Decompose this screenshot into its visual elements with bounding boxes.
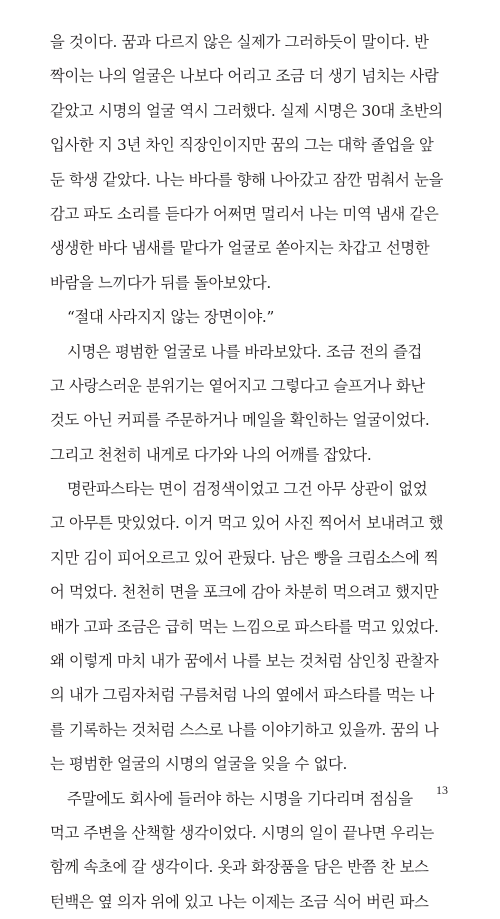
text-line: 를 기록하는 것처럼 스스로 나를 이야기하고 있을까. 꿈의 나 [50,720,439,739]
body-text [50,25,452,919]
text-line: 같았고 시명의 얼굴 역시 그러했다. 실제 시명은 30대 초반의 [50,101,443,120]
dialogue-line: “절대 사라지지 않는 장면이야.” [67,308,275,327]
text-line: 짝이는 나의 얼굴은 나보다 어리고 조금 더 생기 넘치는 사람 [50,67,439,86]
paragraph-start-line: 주말에도 회사에 들러야 하는 시명을 기다리며 점심을 [67,789,413,808]
text-line: 턴백은 옆 의자 위에 있고 나는 이제는 조금 식어 버린 파스 [50,892,429,911]
paragraph-start-line: 명란파스타는 면이 검정색이었고 그건 아무 상관이 없었 [67,480,428,499]
text-line: 감고 파도 소리를 듣다가 어쩌면 멀리서 나는 미역 냄새 같은 [50,204,439,223]
text-line: 의 내가 그림자처럼 구름처럼 나의 옆에서 파스타를 먹는 나 [50,686,434,705]
text-line: 먹고 주변을 산책할 생각이었다. 시명의 일이 끝나면 우리는 [50,823,434,842]
text-line: 을 것이다. 꿈과 다르지 않은 실제가 그러하듯이 말이다. 반 [50,33,429,51]
paragraph-start-line: 시명은 평범한 얼굴로 나를 바라보았다. 조금 전의 즐겁 [67,342,422,361]
text-line: 배가 고파 조금은 급히 먹는 느낌으로 파스타를 먹고 있었다. [50,617,439,636]
text-line: 둔 학생 같았다. 나는 바다를 향해 나아갔고 잠깐 멈춰서 눈을 [50,170,444,189]
text-line: 는 평범한 얼굴의 시명의 얼굴을 잊을 수 없다. [50,755,348,774]
text-line: 것도 아닌 커피를 주문하거나 메일을 확인하는 얼굴이었다. [50,411,430,430]
text-line: 그리고 천천히 내게로 다가와 나의 어깨를 잡았다. [50,445,372,464]
text-line: 왜 이렇게 마치 내가 꿈에서 나를 보는 것처럼 삼인칭 관찰자 [50,652,439,671]
text-line: 함께 속초에 갈 생각이다. 옷과 화장품을 담은 반쯤 찬 보스 [50,858,429,877]
text-line: 생생한 바다 냄새를 맡다가 얼굴로 쏟아지는 차갑고 선명한 [50,239,430,258]
text-line: 입사한 지 3년 차인 직장인이지만 꿈의 그는 대학 졸업을 앞 [50,136,434,155]
text-line: 고 사랑스러운 분위기는 옅어지고 그렇다고 슬프거나 화난 [50,376,425,395]
text-line: 어 먹었다. 천천히 면을 포크에 감아 차분히 먹으려고 했지만 [50,583,439,602]
text-line: 바람을 느끼다가 뒤를 돌아보았다. [50,273,271,292]
text-line: 지만 김이 피어오르고 있어 관뒀다. 남은 빵을 크림소스에 찍 [50,548,439,567]
page-number: 13 [436,783,448,797]
text-line: 고 아무튼 맛있었다. 이거 먹고 있어 사진 찍어서 보내려고 했 [50,514,444,533]
